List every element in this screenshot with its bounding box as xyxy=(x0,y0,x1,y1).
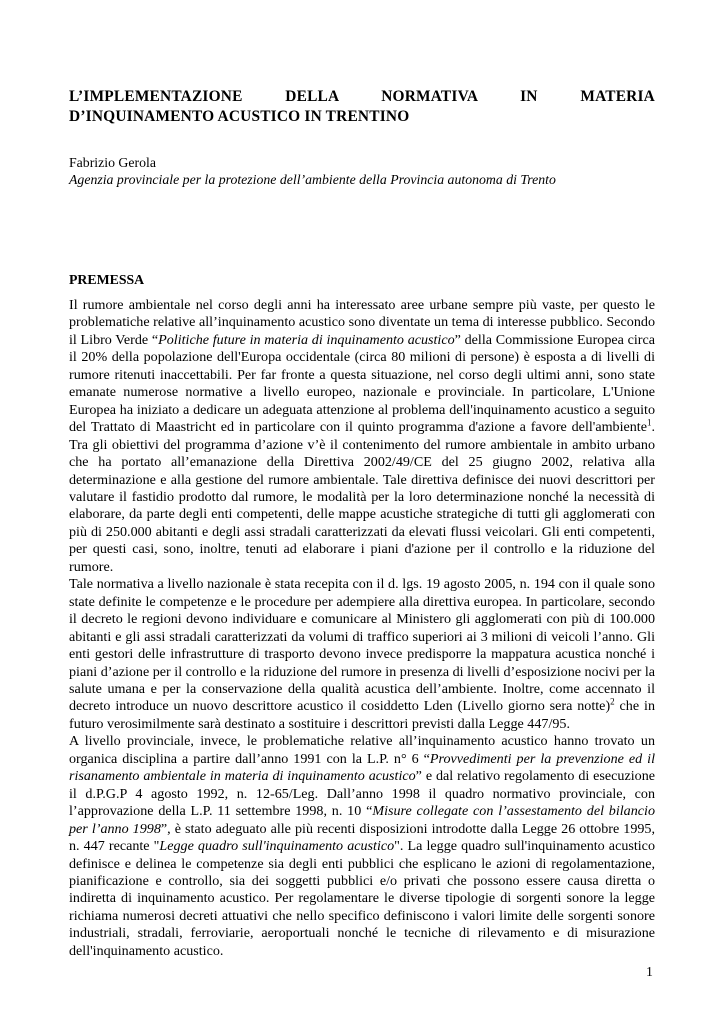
footnote-ref-1[interactable]: 1 xyxy=(646,417,652,428)
p3-italic-law-title-3: Legge quadro sull'inquinamento acustico xyxy=(159,838,395,855)
p2-text-a: Tale normativa a livello nazionale è stata recepita con il d. lgs. 19 agosto 2005, n. 194 con il quale sono state definite le competenze e le procedure per adempiere alla direttiva europea. In particolare, secondo il decreto le regioni devono individuare e comunicare al Ministero gli agglomerati con più di 100.000 abitanti e gli assi stradali caratterizzati da volumi di traffico superiori ai 3 milioni di veicoli l’anno. Gli enti gestori delle infrastrutture di trasporto devono invece predisporre la mappatura acustica nonché i piani d’azione per il controllo e la riduzione del rumore in presenza di livelli d’esposizione nocivi per la salute umana e per la conservazione della qualità acustica dell’ambiente. Inoltre, come accennato il decreto introduce un nuovo descrittore acustico il cosiddetto Lden (Livello giorno sera notte) xyxy=(69,576,655,715)
p1-text-a: Il rumore ambientale nel corso degli anni ha interessato aree urbane sempre più vaste, per questo le problematiche relative all’inquinamento acustico sono diventate un tema di interesse pubblico. Secondo il Libro Verde “ xyxy=(69,297,655,348)
section-body xyxy=(69,297,655,960)
footnote-ref-2[interactable]: 2 xyxy=(610,696,615,707)
document-page xyxy=(69,87,655,960)
section-heading: PREMESSA xyxy=(69,272,145,287)
p3-italic-law-title-2: Misure collegate con l’assestamento del bilancio per l’anno 1998 xyxy=(69,803,655,837)
paragraph-1 xyxy=(69,297,655,576)
paragraph-3 xyxy=(69,733,655,960)
document-title xyxy=(69,87,655,127)
p3-text-a: A livello provinciale, invece, le problematiche relative all’inquinamento acustico hanno trovato un organica disciplina a partire dall’anno 1991 con la L.P. n° 6 “ xyxy=(69,733,655,767)
p1-text-d: . Tra gli obiettivi del programma d’azione v’è il contenimento del rumore ambientale in ambito urbano che ha portato all’emanazione della Direttiva 2002/49/CE del 25 giugno 2002, relativa alla determinazione e alla gestione del rumore ambientale. Tale direttiva definisce dei nuovi descrittori per valutare il fastidio prodotto dal rumore, le modalità per la loro determinazione nonché la necessità di elaborare, da parte degli enti competenti, delle mappe acustiche strategiche di tutti gli agglomerati con più di 250.000 abitanti e degli assi stradali caratterizzati da elevati flussi veicolari. Gli enti competenti, per questi casi, sono, inoltre, tenuti ad elaborare i piani d'azione per il controllo e la riduzione del rumore. xyxy=(69,419,655,575)
p3-text-e: ”, è stato adeguato alle più recenti disposizioni introdotte dalla Legge 26 ottobre 1995, n. 447 recante " xyxy=(69,820,655,855)
p1-italic-title: Politiche future in materia di inquinamento acustico xyxy=(158,331,455,348)
paragraph-2 xyxy=(69,576,655,733)
p3-text-g: ". La legge quadro sull'inquinamento acustico definisce e delinea le competenze sia degli enti pubblici che esplicano le azioni di regolamentazione, pianificazione e controllo, sia dei soggetti pubblici e/o privati che possono essere causa diretta o indiretta di inquinamento acustico. Per regolamentare le diverse tipologie di sorgenti sonore la legge richiama numerosi decreti attuativi che nello specifico definiscono i valori limite delle sorgenti sonore industriali, stradali, ferroviarie, aeroportuali nonché le tecniche di rilevamento e di misurazione dell'inquinamento acustico. xyxy=(69,838,655,959)
author-affiliation: Agenzia provinciale per la protezione dell’ambiente della Provincia autonoma di Trento xyxy=(69,172,556,187)
title-line-2: D’INQUINAMENTO ACUSTICO IN TRENTINO xyxy=(69,108,410,125)
p2-text-b: che in futuro verosimilmente sarà destinato a sostituire i descrittori previsti dalla Legge 447/95. xyxy=(69,698,655,732)
p3-italic-law-title: Provvedimenti per la prevenzione ed il risanamento ambientale in materia di inquinamento acustico xyxy=(69,750,655,785)
p3-text-c: ” e dal relativo regolamento di esecuzione il d.P.G.P 4 agosto 1992, n. 12-65/Leg. Dall’anno 1998 il quadro normativo provinciale, con l’approvazione della L.P. 11 settembre 1998, n. 10 “ xyxy=(69,768,655,820)
author-name: Fabrizio Gerola xyxy=(69,155,156,170)
title-line-1: L’IMPLEMENTAZIONE DELLA NORMATIVA IN MATERIA xyxy=(69,88,655,105)
page-number: 1 xyxy=(646,964,653,979)
p1-text-c: ” della Commissione Europea circa il 20% della popolazione dell'Europa occidentale (circa 80 milioni di persone) è esposta a di livelli di rumore ritenuti inaccettabili. Per far fronte a questa situazione, nel corso degli ultimi anni, sono state emanate numerose normative a livello europeo, nazionale e provinciale. In particolare, L'Unione Europea ha iniziato a dedicare un adeguata attenzione al problema dell'inquinamento acustico a seguito del Trattato di Maastricht ed in particolare con il quinto programma d'azione a favore dell'ambiente xyxy=(69,331,655,436)
